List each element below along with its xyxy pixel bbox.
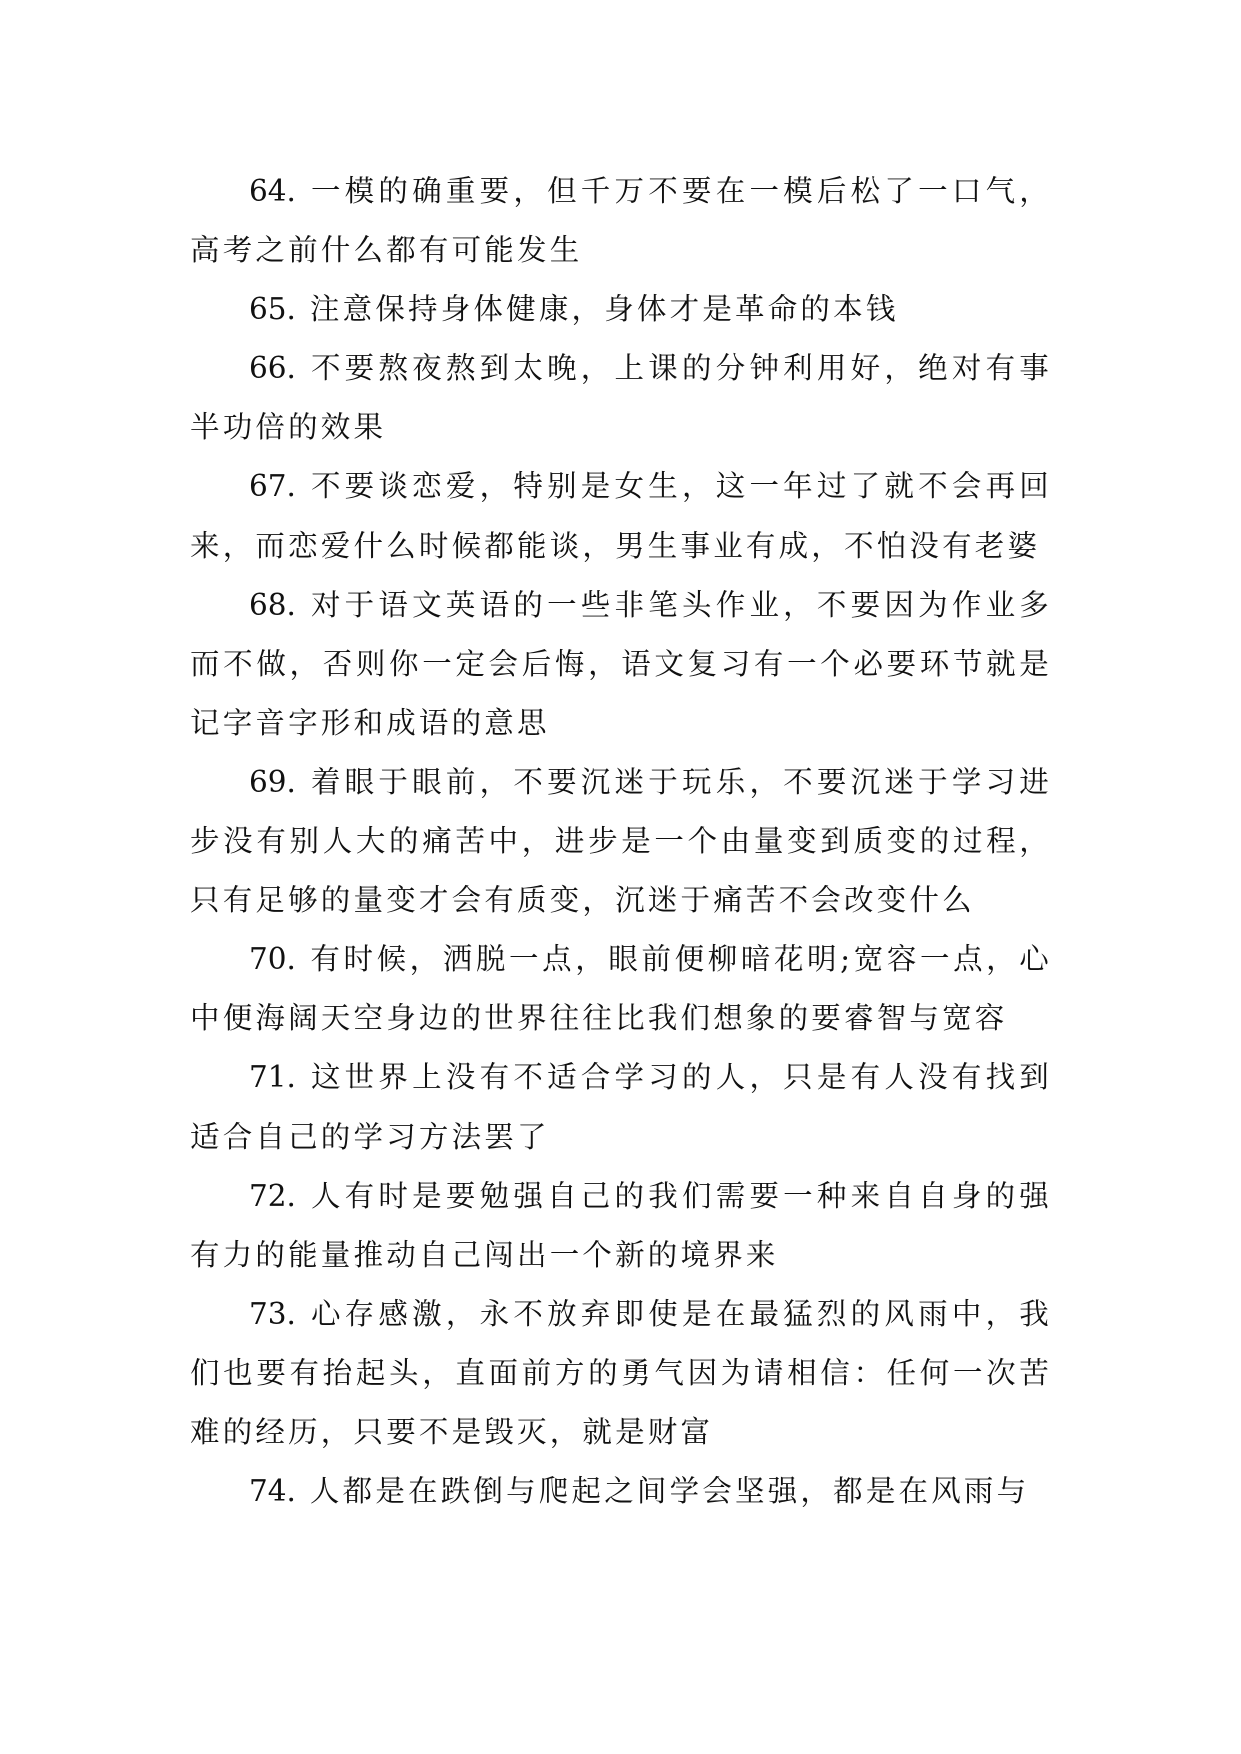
list-item [190,339,1052,457]
item-text: 注意保持身体健康，身体才是革命的本钱 [309,292,899,327]
document-body [190,162,1052,1521]
list-item [190,753,1052,930]
item-number: 74. [249,1474,296,1509]
list-item [190,930,1052,1048]
item-number: 70. [249,942,296,977]
item-text: 一模的确重要，但千万不要在一模后松了一口气，高考之前什么都有可能发生 [190,174,1052,268]
list-item [190,1167,1052,1285]
item-text: 人都是在跌倒与爬起之间学会坚强，都是在风雨与 [309,1474,1030,1509]
item-number: 65. [249,292,296,327]
item-text: 人有时是要勉强自己的我们需要一种来自自身的强有力的能量推动自己闯出一个新的境界来 [190,1178,1052,1272]
item-number: 66. [249,351,296,386]
list-item [190,162,1052,280]
item-number: 71. [249,1060,296,1095]
list-item [190,576,1052,753]
item-number: 73. [249,1296,296,1331]
list-item [190,457,1052,575]
item-number: 64. [249,174,296,208]
list-item [190,280,1052,339]
item-number: 67. [249,469,296,504]
item-text: 心存感激，永不放弃即使是在最猛烈的风雨中，我们也要有抬起头，直面前方的勇气因为请相信：任何一次苦难的经历，只要不是毁灭，就是财富 [190,1296,1052,1449]
item-number: 68. [249,587,296,622]
item-text: 不要谈恋爱，特别是女生，这一年过了就不会再回来，而恋爱什么时候都能谈，男生事业有成，不怕没有老婆 [190,469,1052,563]
list-item [190,1048,1052,1166]
item-text: 对于语文英语的一些非笔头作业，不要因为作业多而不做，否则你一定会后悔，语文复习有一个必要环节就是记字音字形和成语的意思 [190,587,1052,740]
item-number: 69. [249,764,296,799]
list-item [190,1285,1052,1462]
item-text: 这世界上没有不适合学习的人，只是有人没有找到适合自己的学习方法罢了 [190,1060,1052,1154]
item-text: 有时候，洒脱一点，眼前便柳暗花明;宽容一点，心中便海阔天空身边的世界往往比我们想象的要睿智与宽容 [190,942,1052,1036]
item-number: 72. [249,1178,296,1213]
item-text: 着眼于眼前，不要沉迷于玩乐，不要沉迷于学习进步没有别人大的痛苦中，进步是一个由量变到质变的过程，只有足够的量变才会有质变，沉迷于痛苦不会改变什么 [190,764,1052,918]
item-text: 不要熬夜熬到太晚，上课的分钟利用好，绝对有事半功倍的效果 [190,351,1052,445]
list-item [190,1462,1052,1521]
